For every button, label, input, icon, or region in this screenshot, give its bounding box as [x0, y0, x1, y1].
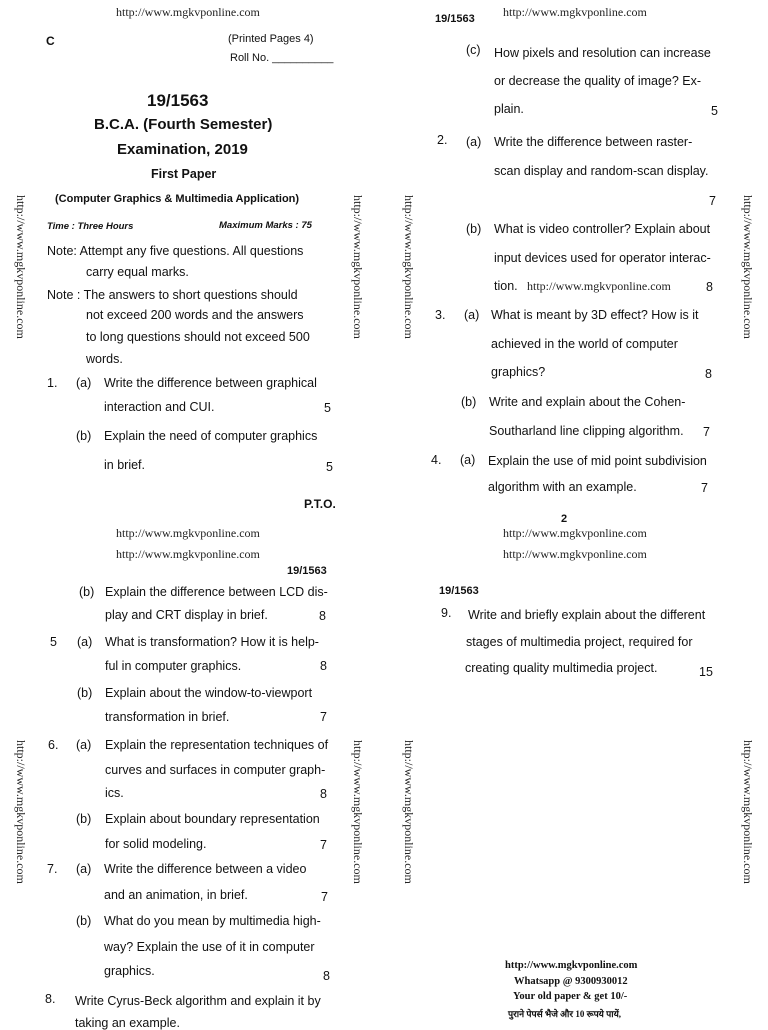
note-text: Note: Attempt any five questions. All questions: [47, 244, 304, 258]
note-text: to long questions should not exceed 500: [86, 330, 310, 344]
question-part: (a): [466, 135, 482, 149]
question-text: creating quality multimedia project.: [465, 661, 658, 675]
question-text: for solid modeling.: [105, 837, 207, 851]
roll-no: Roll No. __________: [230, 52, 334, 64]
printed-pages: (Printed Pages 4): [228, 33, 314, 45]
side-url: http://www.mgkvponline.com: [14, 195, 28, 339]
header-url: http://www.mgkvponline.com: [116, 526, 260, 540]
marks: 7: [320, 710, 327, 724]
inline-url: http://www.mgkvponline.com: [527, 279, 671, 293]
footer-whatsapp: Whatsapp @ 9300930012: [514, 976, 628, 987]
footer-hindi: पुराने पेपर्स भैजे और 10 रूपये पायें,: [508, 1009, 622, 1019]
marks: 7: [701, 481, 708, 495]
question-number: 5: [50, 635, 57, 649]
question-part: (b): [76, 914, 92, 928]
question-number: 8.: [45, 992, 56, 1006]
question-part: (b): [466, 222, 482, 236]
note-text: words.: [86, 352, 123, 366]
question-text: taking an example.: [75, 1016, 180, 1030]
paper-code: 19/1563: [435, 13, 475, 25]
marks: 7: [320, 838, 327, 852]
course-title: B.C.A. (Fourth Semester): [94, 116, 273, 133]
marks: 7: [321, 890, 328, 904]
question-text: Southarland line clipping algorithm.: [489, 424, 684, 438]
question-text: How pixels and resolution can increase: [494, 46, 711, 60]
marks: 8: [705, 367, 712, 381]
question-text: or decrease the quality of image? Ex-: [494, 74, 702, 88]
question-text: Explain the representation techniques of: [105, 738, 329, 752]
side-url: http://www.mgkvponline.com: [351, 740, 365, 884]
marks: 5: [326, 460, 333, 474]
question-text: curves and surfaces in computer graph-: [105, 763, 326, 777]
question-text: Explain about the window-to-viewport: [105, 686, 313, 700]
header-url: http://www.mgkvponline.com: [503, 5, 647, 19]
question-text: Explain the use of mid point subdivision: [488, 454, 707, 468]
side-url: http://www.mgkvponline.com: [741, 740, 755, 884]
side-url: http://www.mgkvponline.com: [741, 195, 755, 339]
header-url: http://www.mgkvponline.com: [116, 5, 260, 19]
question-part: (b): [77, 686, 93, 700]
header-url: http://www.mgkvponline.com: [116, 547, 260, 561]
time-allowed: Time : Three Hours: [47, 221, 134, 232]
question-part: (b): [79, 585, 95, 599]
question-number: 1.: [47, 376, 58, 390]
side-url: http://www.mgkvponline.com: [14, 740, 28, 884]
question-text: algorithm with an example.: [488, 480, 637, 494]
marks: 8: [323, 969, 330, 983]
question-part: (b): [461, 395, 477, 409]
marks: 7: [709, 194, 716, 208]
question-text: tion.: [494, 279, 518, 293]
marks: 5: [711, 104, 718, 118]
question-part: (b): [76, 812, 92, 826]
question-text: Write the difference between a video: [104, 862, 307, 876]
question-number: 6.: [48, 738, 59, 752]
question-number: 4.: [431, 453, 442, 467]
footer-url: http://www.mgkvponline.com: [505, 960, 638, 971]
question-part: (a): [76, 738, 92, 752]
note-text: Note : The answers to short questions should: [47, 288, 298, 302]
question-text: transformation in brief.: [105, 710, 230, 724]
question-text: Explain about boundary representation: [105, 812, 320, 826]
question-text: ics.: [105, 786, 124, 800]
question-text: interaction and CUI.: [104, 400, 215, 414]
marks: 5: [324, 401, 331, 415]
header-url: http://www.mgkvponline.com: [503, 547, 647, 561]
question-text: Write the difference between graphical: [104, 376, 317, 390]
exam-title: Examination, 2019: [117, 141, 248, 158]
question-text: achieved in the world of computer: [491, 337, 678, 351]
question-part: (a): [76, 376, 92, 390]
question-text: ful in computer graphics.: [105, 659, 242, 673]
side-url: http://www.mgkvponline.com: [402, 740, 416, 884]
side-url: http://www.mgkvponline.com: [351, 195, 365, 339]
side-url: http://www.mgkvponline.com: [402, 195, 416, 339]
marks: 15: [699, 665, 713, 679]
paper-code: 19/1563: [147, 91, 209, 110]
paper-number: First Paper: [151, 167, 217, 181]
note-text: carry equal marks.: [86, 265, 189, 279]
question-number: 3.: [435, 308, 446, 322]
paper-code: 19/1563: [287, 565, 327, 577]
question-part: (a): [77, 635, 93, 649]
question-text: Write Cyrus-Beck algorithm and explain it by: [75, 994, 321, 1008]
question-text: plain.: [494, 102, 524, 116]
question-text: Write and briefly explain about the different: [468, 608, 706, 622]
question-text: scan display and random-scan display.: [494, 164, 709, 178]
question-part: (b): [76, 429, 92, 443]
question-text: Explain the difference between LCD dis-: [105, 585, 328, 599]
marks: 8: [320, 659, 327, 673]
marks: 8: [320, 787, 327, 801]
question-text: graphics.: [104, 964, 155, 978]
question-text: graphics?: [491, 365, 546, 379]
question-text: What do you mean by multimedia high-: [104, 914, 321, 928]
marks: 8: [319, 609, 326, 623]
question-text: Write and explain about the Cohen-: [489, 395, 686, 409]
question-text: in brief.: [104, 458, 145, 472]
question-number: 2.: [437, 133, 448, 147]
question-text: Write the difference between raster-: [494, 135, 693, 149]
paper-code: 19/1563: [439, 585, 479, 597]
marks: 8: [706, 280, 713, 294]
question-text: play and CRT display in brief.: [105, 608, 268, 622]
question-text: stages of multimedia project, required for: [466, 635, 693, 649]
note-text: not exceed 200 words and the answers: [86, 308, 304, 322]
question-part: (c): [466, 43, 481, 57]
footer-offer: Your old paper & get 10/-: [513, 991, 628, 1002]
pto-label: P.T.O.: [304, 497, 336, 511]
question-text: and an animation, in brief.: [104, 888, 248, 902]
question-part: (a): [76, 862, 92, 876]
max-marks: Maximum Marks : 75: [219, 220, 312, 231]
question-text: What is meant by 3D effect? How is it: [491, 308, 699, 322]
question-part: (a): [460, 453, 476, 467]
header-url: http://www.mgkvponline.com: [503, 526, 647, 540]
series-code: C: [46, 34, 55, 48]
question-number: 9.: [441, 606, 452, 620]
question-text: way? Explain the use of it in computer: [104, 940, 315, 954]
question-text: What is video controller? Explain about: [494, 222, 711, 236]
subject-title: (Computer Graphics & Multimedia Application): [55, 193, 300, 205]
marks: 7: [703, 425, 710, 439]
question-text: What is transformation? How it is help-: [105, 635, 319, 649]
question-text: Explain the need of computer graphics: [104, 429, 318, 443]
question-text: input devices used for operator interac-: [494, 251, 711, 265]
question-number: 7.: [47, 862, 58, 876]
page-number: 2: [561, 513, 568, 525]
question-part: (a): [464, 308, 480, 322]
